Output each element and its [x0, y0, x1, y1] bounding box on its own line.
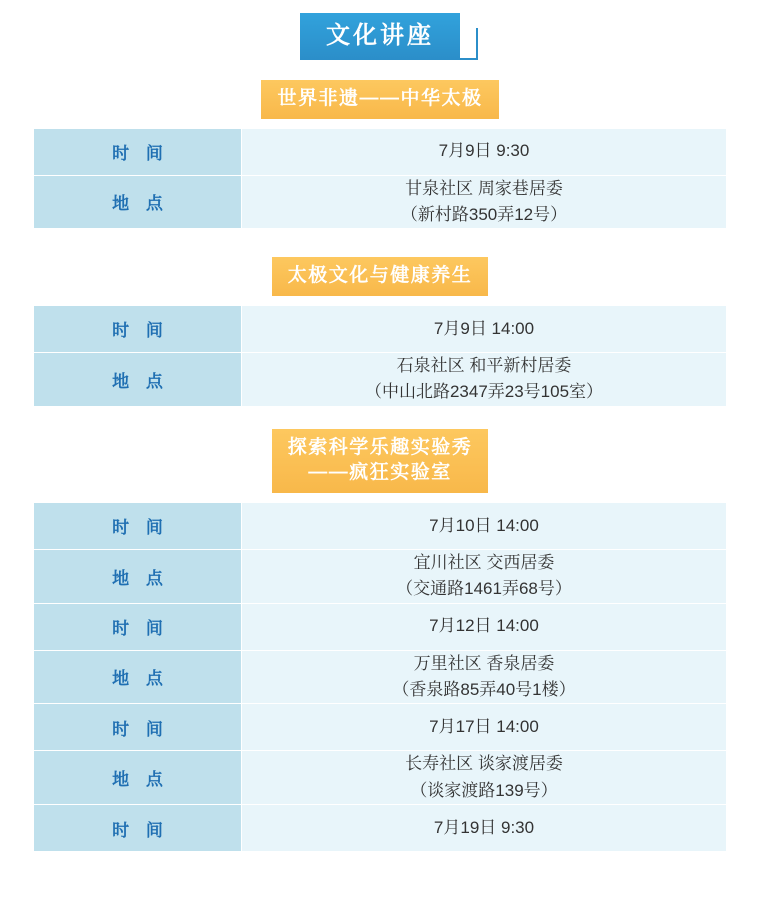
row-value-line1: 万里社区 香泉居委 — [413, 653, 555, 673]
row-label: 时 间 — [34, 704, 242, 751]
section-heading — [33, 80, 727, 119]
row-value-line2: （谈家渡路139号） — [410, 780, 558, 800]
row-value — [242, 805, 727, 852]
section-heading-banner — [272, 429, 489, 493]
row-label: 地 点 — [34, 751, 242, 805]
schedule-table — [33, 305, 727, 407]
row-value-line1: 长寿社区 谈家渡居委 — [405, 754, 563, 774]
row-value — [242, 502, 727, 549]
table-row — [34, 502, 727, 549]
row-value-line1: 7月17日 14:00 — [429, 717, 539, 737]
section-heading-banner — [261, 80, 498, 119]
row-value — [242, 305, 727, 352]
row-value-line2: （中山北路2347弄23号105室） — [364, 382, 604, 402]
section-heading-line1: 探索科学乐趣实验秀 — [287, 436, 473, 458]
section-heading-line1: 世界非遗——中华太极 — [277, 88, 483, 109]
page-title-area — [0, 0, 760, 60]
table-row — [34, 305, 727, 352]
row-value-line1: 7月19日 9:30 — [433, 817, 535, 837]
table-row — [34, 175, 727, 229]
section-heading-line1: 太极文化与健康养生 — [287, 265, 473, 287]
row-value-line1: 甘泉社区 周家巷居委 — [405, 178, 563, 198]
row-label: 时 间 — [34, 305, 242, 352]
table-row — [34, 805, 727, 852]
row-value-line2: （新村路350弄12号） — [400, 204, 568, 224]
section-heading-line2: ——疯狂实验室 — [308, 462, 452, 484]
section-heading — [33, 429, 727, 493]
row-label: 时 间 — [34, 603, 242, 650]
row-value-line1: 7月9日 9:30 — [438, 141, 530, 161]
schedule-table — [33, 128, 727, 230]
row-value — [242, 751, 727, 805]
table-row — [34, 704, 727, 751]
table-row — [34, 650, 727, 704]
section-block — [33, 257, 727, 406]
section-block — [33, 80, 727, 229]
table-row — [34, 751, 727, 805]
row-value-line1: 7月10日 14:00 — [429, 515, 539, 535]
row-value-line1: 7月12日 14:00 — [429, 616, 539, 636]
section-heading-banner — [272, 257, 489, 296]
table-row — [34, 603, 727, 650]
row-value — [242, 603, 727, 650]
page-title: 文化讲座 — [300, 13, 460, 60]
row-value — [242, 704, 727, 751]
table-row — [34, 549, 727, 603]
row-label: 地 点 — [34, 549, 242, 603]
row-label: 时 间 — [34, 128, 242, 175]
row-value-line2: （交通路1461弄68号） — [396, 579, 572, 599]
schedule-table — [33, 502, 727, 852]
row-value — [242, 650, 727, 704]
section-heading — [33, 257, 727, 296]
row-value-line1: 宜川社区 交西居委 — [413, 552, 555, 572]
row-label: 地 点 — [34, 650, 242, 704]
row-label: 时 间 — [34, 502, 242, 549]
row-value-line2: （香泉路85弄40号1楼） — [392, 679, 576, 699]
row-value — [242, 128, 727, 175]
row-label: 地 点 — [34, 352, 242, 406]
table-row — [34, 128, 727, 175]
row-value-line1: 石泉社区 和平新村居委 — [396, 355, 572, 375]
row-value — [242, 175, 727, 229]
table-row — [34, 352, 727, 406]
row-label: 地 点 — [34, 175, 242, 229]
row-value-line1: 7月9日 14:00 — [433, 318, 535, 338]
row-label: 时 间 — [34, 805, 242, 852]
section-block — [33, 429, 727, 852]
row-value — [242, 549, 727, 603]
row-value — [242, 352, 727, 406]
